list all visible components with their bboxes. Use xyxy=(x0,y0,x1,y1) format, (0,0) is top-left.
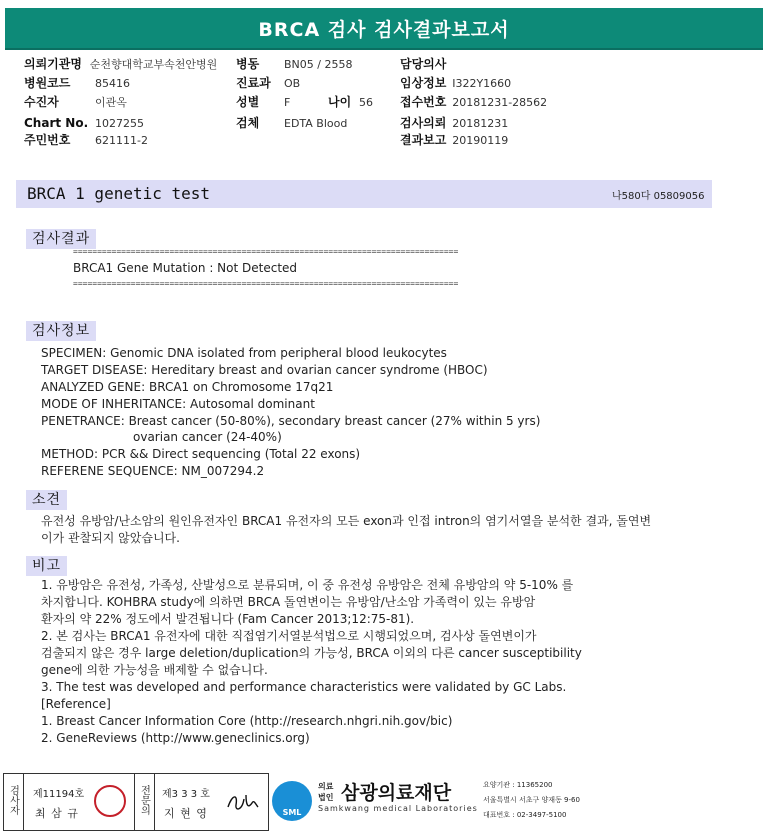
code-label: 병원코드 xyxy=(24,76,71,90)
remarks-section-label: 비고 xyxy=(26,556,67,576)
doctor-name: 지 현 영 xyxy=(164,807,208,820)
org-prefix-bottom: 법인 xyxy=(318,793,334,802)
doctor-vertical-label: 전문의 xyxy=(138,785,150,815)
remarks-line: gene에 의한 가능성을 배제할 수 없습니다. xyxy=(41,663,268,677)
remarks-line: 2. GeneReviews (http://www.geneclinics.org) xyxy=(41,731,310,745)
testinfo-line: TARGET DISEASE: Hereditary breast and ovarian cancer syndrome (HBOC) xyxy=(41,363,488,377)
report-header xyxy=(5,8,763,48)
receipt-field: 접수번호 20181231-28562 xyxy=(400,95,548,109)
doctor-signature-icon xyxy=(222,785,262,817)
clinical-field: 임상정보 I322Y1660 xyxy=(400,76,512,90)
opinion-line: 이가 관찰되지 않았습니다. xyxy=(41,531,180,545)
doctor-field: 담당의사 xyxy=(400,57,447,71)
remarks-line: 환자의 약 22% 정도에서 발견됩니다 (Fam Cancer 2013;12:75-81). xyxy=(41,612,415,626)
specimen-label: 검체 xyxy=(236,116,260,130)
ward-label: 병동 xyxy=(236,57,260,71)
org-contact-2: 서울특별시 서초구 양재동 9-60 xyxy=(483,796,580,804)
code-value: 85416 xyxy=(95,77,130,90)
report-date-field: 결과보고 20190119 xyxy=(400,133,509,147)
org-logo-icon: SML xyxy=(272,781,312,821)
testinfo-line: REFERENE SEQUENCE: NM_007294.2 xyxy=(41,464,265,478)
top-band xyxy=(0,0,765,8)
org-contact-1: 요양기관 : 11365200 xyxy=(483,781,553,789)
hospital-field: 의뢰기관명 순천향대학교부속천안병원 xyxy=(24,57,218,71)
patient-label: 수진자 xyxy=(24,95,59,109)
testinfo-line: MODE OF INHERITANCE: Autosomal dominant xyxy=(41,397,315,411)
org-english-name: Samkwang medical Laboratories xyxy=(318,804,478,813)
report-title: BRCA 검사 검사결과보고서 xyxy=(258,18,510,41)
dept-value: OB xyxy=(284,77,301,90)
org-prefix-top: 의료 xyxy=(318,782,334,791)
sex-value: F xyxy=(284,96,291,109)
age-field: 나이 56 xyxy=(328,95,374,109)
test-code: 나580다 05809056 xyxy=(612,191,705,202)
test-title: BRCA 1 genetic test xyxy=(27,184,211,203)
testinfo-section-label: 검사정보 xyxy=(26,321,96,341)
rrn-value: 621111-2 xyxy=(95,134,148,147)
chart-label: Chart No. xyxy=(24,116,89,130)
org-contact-3: 대표번호 : 02-3497-5100 xyxy=(483,811,567,819)
remarks-line: 3. The test was developed and performance characteristics were validated by GC Labs. xyxy=(41,680,567,694)
testinfo-line: PENETRANCE: Breast cancer (50-80%), secondary breast cancer (27% within 5 yrs) xyxy=(41,414,541,428)
remarks-line: 검출되지 않은 경우 large deletion/duplication의 가능성, BRCA 이외의 다른 cancer susceptibility xyxy=(41,646,582,660)
ward-value: BN05 / 2558 xyxy=(284,58,353,71)
testinfo-line: ovarian cancer (24-40%) xyxy=(133,430,282,444)
sex-label: 성별 xyxy=(236,95,260,109)
remarks-line: 차지합니다. KOHBRA study에 의하면 BRCA 돌연변이는 유방암/난소암 가족력이 있는 유방암 xyxy=(41,595,536,609)
dept-label: 진료과 xyxy=(236,76,271,90)
rrn-label: 주민번호 xyxy=(24,133,71,147)
opinion-line: 유전성 유방암/난소암의 원인유전자인 BRCA1 유전자의 모든 exon과 인접 intron의 염기서열을 분석한 결과, 돌연변 xyxy=(41,514,652,528)
signature-divider xyxy=(134,774,135,830)
header-divider xyxy=(5,48,763,50)
remarks-line: 1. 유방암은 유전성, 가족성, 산발성으로 분류되며, 이 중 유전성 유방암은 전체 유방암의 약 5-10% 를 xyxy=(41,578,574,592)
request-field: 검사의뢰 20181231 xyxy=(400,116,509,130)
opinion-section-label: 소견 xyxy=(26,490,67,510)
patient-value: 이관옥 xyxy=(95,96,127,109)
testinfo-line: ANALYZED GENE: BRCA1 on Chromosome 17q21 xyxy=(41,380,334,394)
result-text: BRCA1 Gene Mutation : Not Detected xyxy=(73,261,298,275)
tester-vertical-label: 검사자 xyxy=(7,785,19,815)
org-name: 삼광의료재단 xyxy=(341,782,452,804)
tester-seal-icon xyxy=(94,785,126,817)
result-rule-top: ================================================================================ xyxy=(73,247,459,256)
tester-number: 제11194호 xyxy=(33,789,85,800)
signature-divider xyxy=(154,774,155,830)
signature-divider xyxy=(23,774,24,830)
tester-name: 최 삼 규 xyxy=(35,807,79,820)
remarks-line: 2. 본 검사는 BRCA1 유전자에 대한 직접염기서열분석법으로 시행되었으며, 검사상 돌연변이가 xyxy=(41,629,537,643)
remarks-line: 1. Breast Cancer Information Core (http://research.nhgri.nih.gov/bic) xyxy=(41,714,453,728)
testinfo-line: METHOD: PCR && Direct sequencing (Total 22 exons) xyxy=(41,447,361,461)
result-rule-bottom: ================================================================================ xyxy=(73,279,459,288)
doctor-number: 제3 3 3 호 xyxy=(162,789,210,800)
remarks-line: [Reference] xyxy=(41,697,111,711)
result-section-label: 검사결과 xyxy=(26,229,96,249)
specimen-value: EDTA Blood xyxy=(284,117,348,130)
chart-value: 1027255 xyxy=(95,117,144,130)
testinfo-line: SPECIMEN: Genomic DNA isolated from peripheral blood leukocytes xyxy=(41,346,447,360)
